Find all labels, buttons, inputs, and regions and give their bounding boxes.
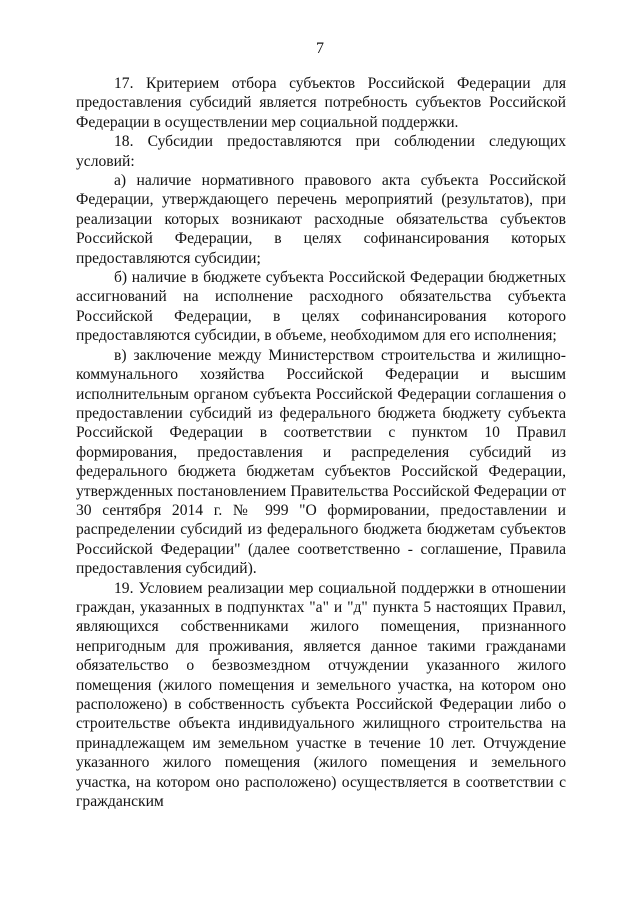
paragraph-18: 18. Субсидии предоставляются при соблюдении следующих условий: xyxy=(76,133,566,170)
paragraph-18-v: в) заключение между Министерством строительства и жилищно-коммунального хозяйства Российской Федерации и высшим исполнительным органом субъекта Российской Федерации соглашения о предоставлении субсидий из федерального бюджета бюджету субъекта Российской Федерации в соответствии с пунктом 10 Правил формирования, предоставления и распределения субсидий из федерального бюджета бюджетам субъектов Российской Федерации, утвержденных постановлением Правительства Российской Федерации от 30 сентября 2014 г. № 999 "О формировании, предоставлении и распределении субсидий из федерального бюджета бюджетам субъектов Российской Федерации" (далее соответственно - соглашение, Правила предоставления субсидий). xyxy=(76,346,566,578)
paragraph-18-a: а) наличие нормативного правового акта субъекта Российской Федерации, утверждающего перечень мероприятий (результатов), при реализации которых возникают расходные обязательства субъектов Российской Федерации, в целях софинансирования которых предоставляются субсидии; xyxy=(76,172,566,267)
page-number: 7 xyxy=(316,40,324,57)
document-body xyxy=(76,74,566,811)
paragraph-19: 19. Условием реализации мер социальной поддержки в отношении граждан, указанных в подпунктах "а" и "д" пункта 5 настоящих Правил, являющихся собственниками жилого помещения, признанного непригодным для проживания, является данное такими гражданами обязательство о безвозмездном отчуждении указанного жилого помещения (жилого помещения и земельного участка, на котором оно расположено) в собственность субъекта Российской Федерации либо о строительстве объекта индивидуального жилищного строительства на принадлежащем им земельном участке в течение 10 лет. Отчуждение указанного жилого помещения (жилого помещения и земельного участка, на котором оно расположено) осуществляется в соответствии с гражданским xyxy=(76,579,566,811)
paragraph-17: 17. Критерием отбора субъектов Российской Федерации для предоставления субсидий является потребность субъектов Российской Федерации в осуществлении мер социальной поддержки. xyxy=(76,75,566,131)
paragraph-18-b: б) наличие в бюджете субъекта Российской Федерации бюджетных ассигнований на исполнение расходного обязательства субъекта Российской Федерации, в целях софинансирования которого предоставляются субсидии, в объеме, необходимом для его исполнения; xyxy=(76,269,566,345)
